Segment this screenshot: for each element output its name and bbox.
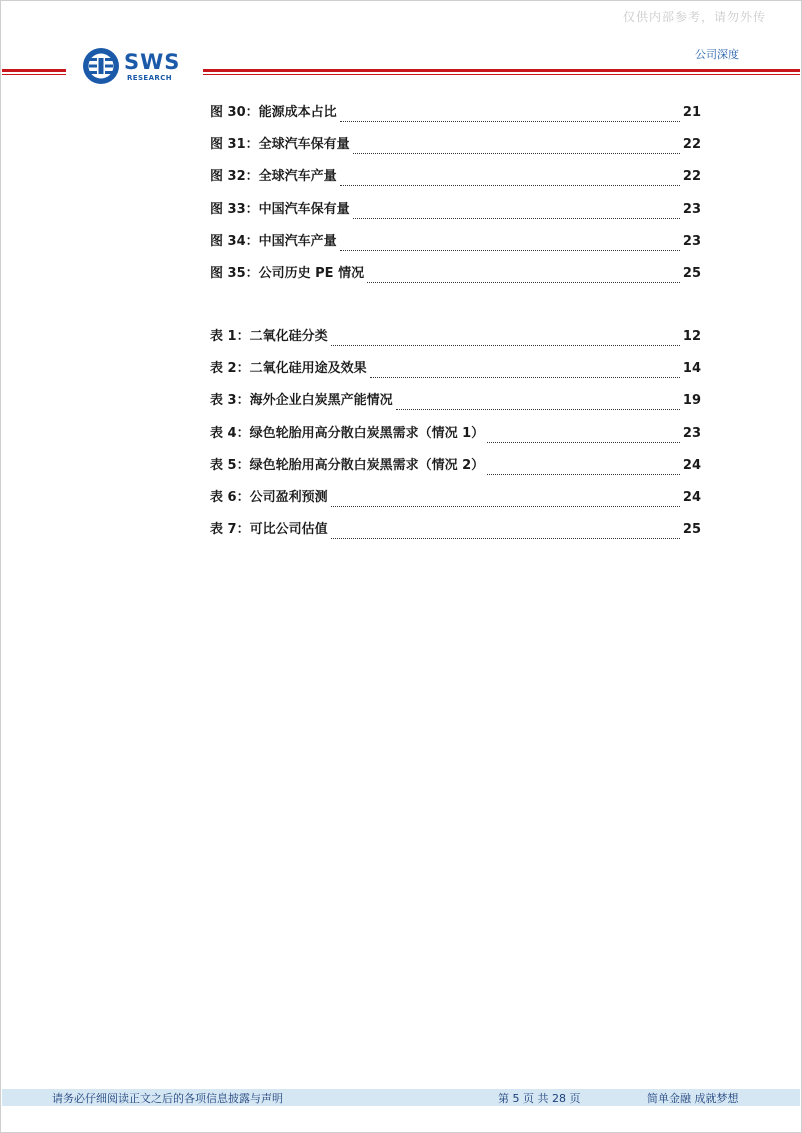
- toc-label: 表 1：二氧化硅分类: [210, 329, 328, 344]
- toc-label: 表 5：绿色轮胎用高分散白炭黑需求（情况 2）: [210, 457, 485, 473]
- toc-leader-dots: [331, 537, 680, 539]
- watermark: 仅供内部参考，请勿外传: [622, 10, 766, 24]
- toc-label: 表 6：公司盈利预测: [210, 489, 328, 505]
- sws-logo: [82, 47, 192, 87]
- header-rule-left-thin: [2, 74, 66, 75]
- toc-page-number: 21: [682, 105, 701, 120]
- toc-row[interactable]: [210, 518, 701, 550]
- toc-page-number: 12: [682, 329, 701, 344]
- toc-leader-dots: [353, 217, 680, 219]
- toc-leader-dots: [340, 249, 680, 251]
- toc-label: 图 31：全球汽车保有量: [210, 137, 350, 153]
- toc-label: 表 2：二氧化硅用途及效果: [210, 361, 367, 377]
- toc-page-number: 22: [682, 137, 701, 153]
- toc-page-number: 25: [682, 265, 701, 281]
- toc-label: 表 7：可比公司估值: [210, 522, 328, 538]
- toc-label: 表 4：绿色轮胎用高分散白炭黑需求（情况 1）: [210, 425, 485, 441]
- toc-leader-dots: [353, 152, 680, 154]
- toc-row[interactable]: [210, 357, 701, 389]
- toc-label: 图 35：公司历史 PE 情况: [210, 265, 365, 281]
- toc-page-number: 24: [682, 489, 701, 505]
- toc-label: 图 33：中国汽车保有量: [210, 201, 350, 217]
- table-index: [210, 325, 701, 550]
- toc-page-number: 23: [682, 233, 701, 249]
- toc-row[interactable]: [210, 325, 701, 357]
- toc-row[interactable]: [210, 262, 701, 294]
- document-type: 公司深度: [695, 48, 739, 61]
- toc-row[interactable]: [210, 101, 701, 133]
- toc-label: 图 32：全球汽车产量: [210, 169, 337, 185]
- toc-leader-dots: [367, 281, 680, 283]
- footer-slogan: 简单金融 成就梦想: [647, 1092, 739, 1105]
- toc-leader-dots: [340, 184, 680, 186]
- logo-name: SWS: [124, 50, 181, 74]
- header-rule-left: [2, 69, 66, 72]
- toc-page-number: 22: [682, 169, 701, 185]
- toc-page-number: 24: [682, 457, 701, 473]
- toc-row[interactable]: [210, 198, 701, 230]
- toc-row[interactable]: [210, 133, 701, 165]
- toc-leader-dots: [487, 441, 680, 443]
- toc-leader-dots: [487, 473, 680, 475]
- footer-disclaimer: 请务必仔细阅读正文之后的各项信息披露与声明: [52, 1092, 283, 1105]
- toc-page-number: 23: [682, 201, 701, 217]
- toc-page-number: 23: [682, 425, 701, 441]
- toc-page-number: 25: [682, 522, 701, 538]
- toc-leader-dots: [340, 120, 680, 122]
- toc-row[interactable]: [210, 389, 701, 421]
- toc-leader-dots: [331, 344, 680, 346]
- toc-page-number: 14: [682, 361, 701, 377]
- header-rule-right-thin: [203, 74, 800, 75]
- footer-page-info: 第 5 页 共 28 页: [498, 1092, 581, 1105]
- toc-row[interactable]: [210, 454, 701, 486]
- toc-row[interactable]: [210, 165, 701, 197]
- header-rule-right: [203, 69, 800, 72]
- sws-logo-icon: [82, 47, 120, 85]
- toc-label: 图 30：能源成本占比: [210, 105, 337, 120]
- logo-subtitle: RESEARCH: [127, 74, 172, 82]
- toc-page-number: 19: [682, 393, 701, 409]
- figure-index: [210, 101, 701, 294]
- toc-label: 图 34：中国汽车产量: [210, 233, 337, 249]
- toc-row[interactable]: [210, 486, 701, 518]
- toc-row[interactable]: [210, 230, 701, 262]
- toc-label: 表 3：海外企业白炭黑产能情况: [210, 393, 393, 409]
- toc-row[interactable]: [210, 422, 701, 454]
- toc-leader-dots: [396, 408, 680, 410]
- toc-leader-dots: [331, 505, 680, 507]
- toc-leader-dots: [370, 376, 680, 378]
